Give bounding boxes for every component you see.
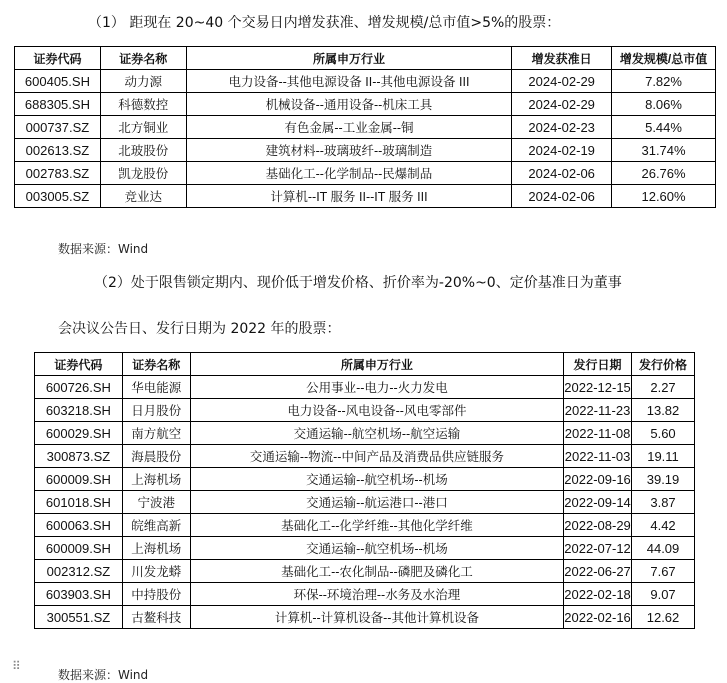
table-cell: 2022-02-18 <box>564 583 632 606</box>
table-cell: 600009.SH <box>35 468 123 491</box>
table-cell: 2022-11-03 <box>564 445 632 468</box>
table-row <box>35 606 695 629</box>
table-cell: 电力设备--风电设备--风电零部件 <box>190 399 563 422</box>
table-cell: 12.62 <box>632 606 695 629</box>
section1-data-source: 数据来源：Wind <box>58 242 149 256</box>
column-header: 证券代码 <box>15 47 101 70</box>
table-row <box>35 560 695 583</box>
table-cell: 2024-02-29 <box>512 93 612 116</box>
table-cell: 002312.SZ <box>35 560 123 583</box>
table-cell: 宁波港 <box>122 491 190 514</box>
table-cell: 600063.SH <box>35 514 123 537</box>
table-row <box>15 70 716 93</box>
drag-handle-icon[interactable]: ⠿ <box>12 659 22 673</box>
column-header: 增发规模/总市值 <box>612 47 716 70</box>
table-cell: 7.82% <box>612 70 716 93</box>
table-cell: 39.19 <box>632 468 695 491</box>
table-row <box>35 491 695 514</box>
table-cell: 300551.SZ <box>35 606 123 629</box>
column-header: 证券代码 <box>35 353 123 376</box>
table-cell: 688305.SH <box>15 93 101 116</box>
table-cell: 环保--环境治理--水务及水治理 <box>190 583 563 606</box>
section2-heading-line2: 会决议公告日、发行日期为 2022 年的股票： <box>58 321 341 337</box>
table-cell: 5.44% <box>612 116 716 139</box>
column-header: 所属申万行业 <box>190 353 563 376</box>
table-row <box>15 162 716 185</box>
table-cell: 2022-09-14 <box>564 491 632 514</box>
table-cell: 皖维高新 <box>122 514 190 537</box>
table-cell: 动力源 <box>100 70 186 93</box>
table-cell: 2024-02-23 <box>512 116 612 139</box>
table-cell: 计算机--IT 服务 II--IT 服务 III <box>186 185 512 208</box>
table-cell: 交通运输--航空机场--机场 <box>190 537 563 560</box>
table-cell: 002783.SZ <box>15 162 101 185</box>
table-cell: 26.76% <box>612 162 716 185</box>
table-cell: 凯龙股份 <box>100 162 186 185</box>
table-cell: 中持股份 <box>122 583 190 606</box>
table-cell: 44.09 <box>632 537 695 560</box>
table-cell: 603903.SH <box>35 583 123 606</box>
table-cell: 600029.SH <box>35 422 123 445</box>
table-cell: 上海机场 <box>122 537 190 560</box>
table-cell: 2022-11-23 <box>564 399 632 422</box>
table-cell: 600009.SH <box>35 537 123 560</box>
table-cell: 000737.SZ <box>15 116 101 139</box>
table-cell: 竞业达 <box>100 185 186 208</box>
column-header: 发行价格 <box>632 353 695 376</box>
table-cell: 19.11 <box>632 445 695 468</box>
table-header-row <box>15 47 716 70</box>
column-header: 证券名称 <box>100 47 186 70</box>
table-cell: 2.27 <box>632 376 695 399</box>
column-header: 证券名称 <box>122 353 190 376</box>
locked-placement-table <box>34 352 695 629</box>
table-cell: 600405.SH <box>15 70 101 93</box>
table-cell: 南方航空 <box>122 422 190 445</box>
table-cell: 002613.SZ <box>15 139 101 162</box>
table-row <box>35 514 695 537</box>
table-cell: 2022-02-16 <box>564 606 632 629</box>
table-cell: 上海机场 <box>122 468 190 491</box>
table-cell: 基础化工--农化制品--磷肥及磷化工 <box>190 560 563 583</box>
table-row <box>35 583 695 606</box>
table-row <box>35 422 695 445</box>
table-cell: 3.87 <box>632 491 695 514</box>
table-cell: 华电能源 <box>122 376 190 399</box>
table-cell: 有色金属--工业金属--铜 <box>186 116 512 139</box>
table-cell: 公用事业--电力--火力发电 <box>190 376 563 399</box>
table-cell: 建筑材料--玻璃玻纤--玻璃制造 <box>186 139 512 162</box>
table-cell: 日月股份 <box>122 399 190 422</box>
table-cell: 机械设备--通用设备--机床工具 <box>186 93 512 116</box>
table-cell: 13.82 <box>632 399 695 422</box>
table-cell: 8.06% <box>612 93 716 116</box>
table-row <box>35 445 695 468</box>
table-cell: 计算机--计算机设备--其他计算机设备 <box>190 606 563 629</box>
table-cell: 北方铜业 <box>100 116 186 139</box>
column-header: 所属申万行业 <box>186 47 512 70</box>
table-cell: 北玻股份 <box>100 139 186 162</box>
table-cell: 电力设备--其他电源设备 II--其他电源设备 III <box>186 70 512 93</box>
placement-approval-table <box>14 46 716 208</box>
table-cell: 海晨股份 <box>122 445 190 468</box>
table-header-row <box>35 353 695 376</box>
table-cell: 交通运输--航空机场--机场 <box>190 468 563 491</box>
section1-heading: （1） 距现在 20~40 个交易日内增发获准、增发规模/总市值>5%的股票： <box>88 15 561 31</box>
table-cell: 7.67 <box>632 560 695 583</box>
table-row <box>35 468 695 491</box>
table-row <box>15 185 716 208</box>
table-cell: 31.74% <box>612 139 716 162</box>
table-cell: 基础化工--化学制品--民爆制品 <box>186 162 512 185</box>
table-cell: 603218.SH <box>35 399 123 422</box>
column-header: 发行日期 <box>564 353 632 376</box>
table-cell: 9.07 <box>632 583 695 606</box>
table-cell: 2022-08-29 <box>564 514 632 537</box>
table-cell: 2024-02-06 <box>512 185 612 208</box>
section2-data-source: 数据来源：Wind <box>58 668 149 682</box>
table-cell: 4.42 <box>632 514 695 537</box>
table-cell: 003005.SZ <box>15 185 101 208</box>
table-cell: 2024-02-29 <box>512 70 612 93</box>
table-cell: 600726.SH <box>35 376 123 399</box>
table-cell: 基础化工--化学纤维--其他化学纤维 <box>190 514 563 537</box>
table-cell: 2024-02-19 <box>512 139 612 162</box>
table-cell: 川发龙蟒 <box>122 560 190 583</box>
table-row <box>35 376 695 399</box>
table-row <box>15 116 716 139</box>
table-cell: 300873.SZ <box>35 445 123 468</box>
table-cell: 5.60 <box>632 422 695 445</box>
table-row <box>15 139 716 162</box>
table-cell: 交通运输--航运港口--港口 <box>190 491 563 514</box>
table-cell: 古鳌科技 <box>122 606 190 629</box>
table-cell: 2022-07-12 <box>564 537 632 560</box>
table-cell: 交通运输--物流--中间产品及消费品供应链服务 <box>190 445 563 468</box>
table-cell: 2022-11-08 <box>564 422 632 445</box>
table-cell: 科德数控 <box>100 93 186 116</box>
table-cell: 2022-06-27 <box>564 560 632 583</box>
table-cell: 601018.SH <box>35 491 123 514</box>
column-header: 增发获准日 <box>512 47 612 70</box>
table-cell: 2022-09-16 <box>564 468 632 491</box>
table-row <box>15 93 716 116</box>
table-cell: 12.60% <box>612 185 716 208</box>
section2-heading-line1: （2）处于限售锁定期内、现价低于增发价格、折价率为-20%~0、定价基准日为董事 <box>94 275 622 291</box>
table-row <box>35 399 695 422</box>
table-cell: 2022-12-15 <box>564 376 632 399</box>
table-cell: 2024-02-06 <box>512 162 612 185</box>
table-row <box>35 537 695 560</box>
table-cell: 交通运输--航空机场--航空运输 <box>190 422 563 445</box>
